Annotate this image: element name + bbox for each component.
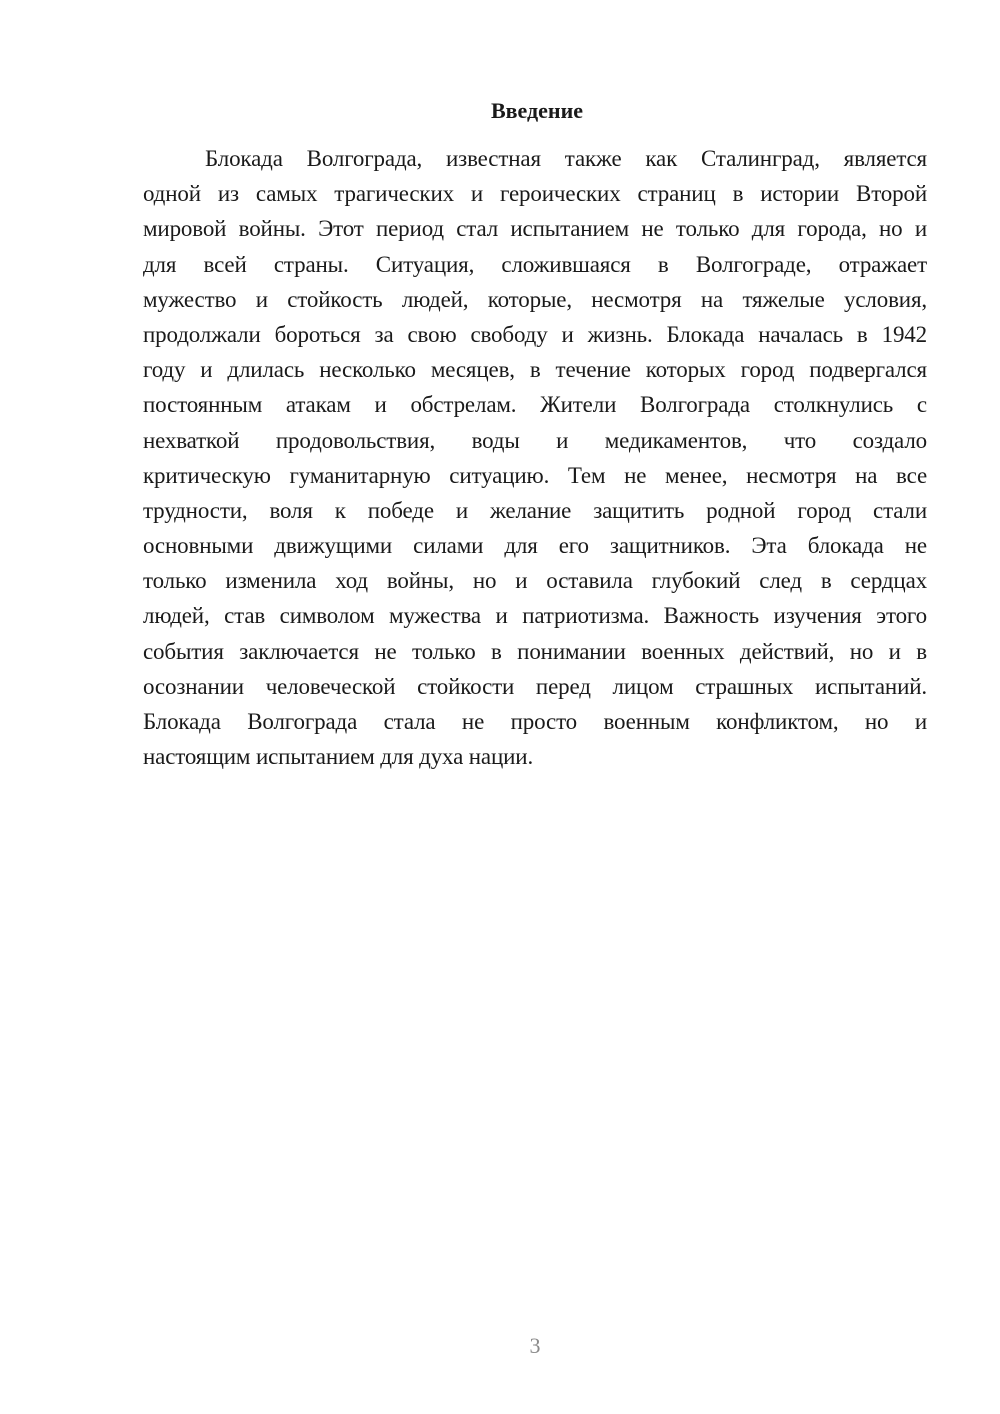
body-paragraph [143, 141, 927, 774]
paragraph-line: постоянным атакам и обстрелам. Жители Волгограда столкнулись с [143, 392, 927, 418]
section-heading: Введение [490, 98, 584, 123]
paragraph-line: настоящим испытанием для духа нации. [143, 744, 534, 770]
paragraph-line: продолжали бороться за свою свободу и жизнь. Блокада началась в 1942 [143, 321, 927, 347]
paragraph-line: осознании человеческой стойкости перед лицом страшных испытаний. [143, 673, 927, 699]
paragraph-line: мировой войны. Этот период стал испытанием не только для города, но и [143, 216, 927, 242]
paragraph-line: для всей страны. Ситуация, сложившаяся в Волгограде, отражает [143, 251, 927, 277]
paragraph-line: Блокада Волгограда, известная также как Сталинград, является [205, 146, 927, 171]
paragraph-line: мужество и стойкость людей, которые, несмотря на тяжелые условия, [143, 286, 927, 312]
page-number: 3 [529, 1333, 541, 1358]
paragraph-line: людей, став символом мужества и патриотизма. Важность изучения этого [143, 603, 927, 629]
paragraph-line: одной из самых трагических и героических страниц в истории Второй [143, 181, 927, 207]
paragraph-line: трудности, воля к победе и желание защитить родной город стали [143, 497, 927, 523]
paragraph-line: основными движущими силами для его защитников. Эта блокада не [143, 533, 927, 559]
paragraph-line: критическую гуманитарную ситуацию. Тем не менее, несмотря на все [143, 462, 927, 488]
paragraph-line: только изменила ход войны, но и оставила глубокий след в сердцах [143, 568, 927, 594]
paragraph-line: нехваткой продовольствия, воды и медикаментов, что создало [143, 427, 927, 453]
paragraph-line: события заключается не только в понимании военных действий, но и в [143, 638, 927, 664]
paragraph-line: году и длилась несколько месяцев, в течение которых город подвергался [143, 357, 927, 383]
paragraph-line: Блокада Волгограда стала не просто военным конфликтом, но и [143, 709, 927, 734]
